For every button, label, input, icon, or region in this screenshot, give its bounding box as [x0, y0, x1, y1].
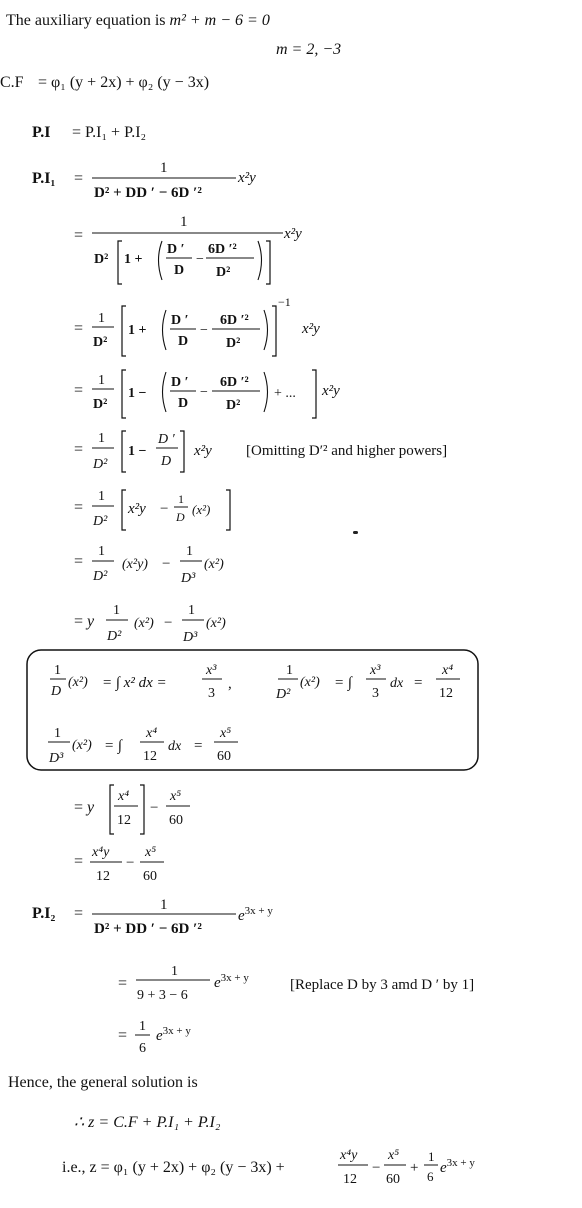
twelve-den: 12	[343, 1172, 357, 1187]
paren-right	[264, 310, 268, 350]
bracket-right	[312, 370, 316, 418]
integral-sign: = ∫	[334, 675, 352, 691]
fraction-numerator: 1	[98, 431, 105, 446]
cf-label: C.F	[0, 74, 24, 91]
equals-sign: =	[74, 227, 84, 244]
x5-num: x⁵	[170, 789, 182, 804]
fraction-numerator: 1	[286, 663, 293, 678]
equals-sign: =	[74, 905, 84, 922]
fraction-denominator: D²	[93, 514, 108, 529]
auxiliary-equation-line: The auxiliary equation is m² + m − 6 = 0	[6, 12, 270, 29]
bracket-left	[122, 370, 126, 418]
sixty-den: 60	[386, 1172, 400, 1187]
x-squared-paren: (x²)	[204, 557, 224, 572]
fraction-numerator: 1	[139, 1019, 146, 1034]
frac-6dprime-den: D²	[226, 398, 241, 413]
plus-sign: +	[410, 1160, 419, 1176]
fraction-numerator: 1	[98, 489, 105, 504]
equals-sign: =	[74, 499, 84, 516]
fraction-numerator: 1	[54, 726, 61, 741]
x-squared-paren: (x²)	[68, 675, 88, 690]
one-minus: 1 −	[128, 386, 147, 401]
x4-num: x⁴	[118, 789, 130, 804]
fraction-denominator: D	[51, 684, 62, 699]
operand: x²y	[284, 226, 302, 242]
sixty-den: 60	[217, 749, 231, 764]
one-minus: 1 −	[128, 444, 147, 459]
fraction-numerator: 1	[186, 544, 193, 559]
pi-label: P.I	[32, 124, 51, 141]
paren-right	[258, 241, 262, 280]
x4-num: x⁴	[442, 663, 454, 678]
roots-line: m = 2, −3	[276, 41, 342, 58]
minus-sign: −	[200, 385, 208, 400]
exponential: $e^{3x + y}$	[214, 972, 249, 991]
fraction-denominator: D	[176, 510, 185, 524]
fraction-denominator: D²	[93, 457, 108, 472]
fraction-numerator: 1	[428, 1149, 435, 1164]
x5-num: x⁵	[220, 726, 232, 741]
frac-dprime-num: D ′	[158, 432, 175, 447]
paren-left	[159, 241, 163, 280]
integral-box	[27, 650, 478, 770]
exponential: $e^{3x + y}$	[440, 1157, 475, 1176]
operand: x²y	[128, 501, 146, 517]
frac-dprime-den: D	[178, 334, 189, 349]
fraction-denominator: 6	[427, 1169, 434, 1184]
paren-right	[264, 372, 268, 412]
x5-num: x⁵	[388, 1148, 400, 1163]
bracket-left	[122, 490, 126, 530]
hence-line: Hence, the general solution is	[8, 1074, 198, 1091]
fraction-numerator: 1	[178, 492, 184, 506]
pi2-label: P.I₂	[32, 905, 56, 922]
equals-y: = y	[74, 799, 95, 816]
fraction-denominator: D²	[107, 629, 122, 644]
operand: x²y	[322, 383, 340, 399]
x-squared-paren: (x²)	[134, 616, 154, 631]
frac-6dprime-num: 6D ′²	[220, 313, 249, 328]
frac-dprime-den: D	[174, 263, 185, 278]
equals-sign: =	[74, 320, 84, 337]
fraction-numerator: 1	[180, 214, 188, 230]
frac-dprime-den: D	[178, 396, 189, 411]
x-squared-paren: (x²)	[192, 502, 211, 517]
cf-expression: = φ₁ (y + 2x) + φ₂ (y − 3x)	[38, 74, 210, 91]
frac-dprime-num: D ′	[171, 313, 189, 328]
x-squared-paren: (x²)	[72, 738, 92, 753]
replace-note: [Replace D by 3 amd D ′ by 1]	[290, 977, 475, 993]
fraction-denominator: D³	[49, 751, 64, 766]
frac-6dprime-num: 6D ′²	[208, 242, 237, 257]
exponential: $e^{3x + y}$	[156, 1025, 191, 1044]
dx: dx	[390, 676, 404, 691]
x3-num: x³	[370, 663, 381, 678]
fraction-denominator: D² + DD ′ − 6D ′²	[94, 185, 202, 201]
x4-num: x⁴	[146, 726, 158, 741]
fraction-numerator: 1	[98, 373, 105, 388]
bracket-right	[272, 306, 276, 356]
one-plus: 1 +	[124, 252, 143, 267]
x3-num: x³	[206, 663, 217, 678]
equals-y: = y	[74, 613, 95, 630]
twelve-den: 12	[143, 749, 157, 764]
twelve-den: 12	[117, 813, 131, 828]
fraction-denominator: D³	[181, 571, 196, 586]
fraction-numerator: 1	[98, 311, 105, 326]
fraction-denominator: D²	[276, 687, 291, 702]
equals-sign: =	[118, 975, 128, 992]
minus-sign: −	[162, 556, 171, 572]
fraction-numerator: 1	[98, 544, 105, 559]
equals-sign: =	[414, 675, 423, 691]
dx: dx	[168, 739, 182, 754]
fraction-denominator: D³	[183, 630, 198, 645]
equals-sign: =	[118, 1027, 128, 1044]
equals-sign: =	[194, 738, 203, 754]
three-den: 3	[372, 686, 379, 701]
plus-dots: + ...	[274, 386, 296, 401]
frac-dprime-num: D ′	[171, 375, 189, 390]
x2y-paren: (x²y)	[122, 557, 148, 572]
ink-speck	[353, 531, 358, 534]
exponent-minus-one: −1	[278, 295, 291, 309]
twelve-den: 12	[96, 869, 110, 884]
fraction-denominator: D²	[93, 569, 108, 584]
one-plus: 1 +	[128, 323, 147, 338]
frac-dprime-den: D	[161, 454, 172, 469]
fraction-denominator: D²	[93, 335, 108, 350]
bracket-right	[226, 490, 230, 530]
bracket-left	[122, 306, 126, 356]
fraction-numerator: 1	[54, 663, 61, 678]
integral-x2: = ∫ x² dx =	[102, 675, 167, 691]
fraction-numerator: 1	[188, 603, 195, 618]
fraction-numerator: 1	[160, 160, 168, 176]
bracket-left	[110, 785, 114, 834]
minus-sign: −	[196, 252, 204, 267]
frac-6dprime-den: D²	[226, 336, 241, 351]
frac-dprime-num: D ′	[167, 242, 185, 257]
paren-left	[163, 372, 167, 412]
minus-sign: −	[372, 1160, 381, 1176]
sixty-den: 60	[143, 869, 157, 884]
denominator-d2: D²	[94, 252, 109, 267]
minus-sign: −	[126, 855, 135, 871]
equals-sign: =	[74, 441, 84, 458]
exponential: $e^{3x + y}$	[238, 905, 273, 924]
minus-sign: −	[150, 800, 159, 816]
pi-expression: = P.I₁ + P.I₂	[72, 124, 147, 141]
operand: x²y	[194, 443, 212, 459]
general-solution-a: i.e., z = φ₁ (y + 2x) + φ₂ (y − 3x) +	[62, 1159, 285, 1176]
comma: ,	[228, 676, 232, 692]
equals-sign: =	[74, 170, 84, 187]
x5-num: x⁵	[145, 845, 157, 860]
sixty-den: 60	[169, 813, 183, 828]
minus-sign: −	[160, 501, 169, 517]
bracket-right	[266, 241, 270, 284]
paren-left	[163, 310, 167, 350]
fraction-denominator: D² + DD ′ − 6D ′²	[94, 921, 202, 937]
frac-6dprime-den: D²	[216, 265, 231, 280]
twelve-den: 12	[439, 686, 453, 701]
equals-sign: =	[74, 382, 84, 399]
bracket-right	[140, 785, 144, 834]
fraction-numerator: 1	[160, 897, 168, 913]
fraction-denominator: 6	[139, 1041, 146, 1056]
equals-sign: =	[74, 553, 84, 570]
operand: x²y	[302, 321, 320, 337]
x4y-num: x⁴y	[340, 1148, 358, 1163]
z-equation: ∴ z = C.F + P.I₁ + P.I₂	[74, 1114, 221, 1131]
equals-sign: =	[74, 853, 84, 870]
fraction-numerator: 1	[113, 603, 120, 618]
x4y-num: x⁴y	[92, 845, 110, 860]
bracket-left	[118, 241, 122, 284]
bracket-left	[122, 431, 126, 472]
three-den: 3	[208, 686, 215, 701]
minus-sign: −	[200, 323, 208, 338]
integral-sign: = ∫	[104, 738, 122, 754]
x-squared-paren: (x²)	[300, 675, 320, 690]
fraction-numerator: 1	[171, 964, 178, 979]
minus-sign: −	[164, 615, 173, 631]
operand: x²y	[238, 170, 256, 186]
bracket-right	[180, 431, 184, 472]
fraction-denominator: D²	[93, 397, 108, 412]
omitting-note: [Omitting D′² and higher powers]	[246, 443, 448, 459]
fraction-denominator: 9 + 3 − 6	[137, 988, 188, 1003]
pi1-label: P.I₁	[32, 170, 56, 187]
frac-6dprime-num: 6D ′²	[220, 375, 249, 390]
x-squared-paren: (x²)	[206, 616, 226, 631]
